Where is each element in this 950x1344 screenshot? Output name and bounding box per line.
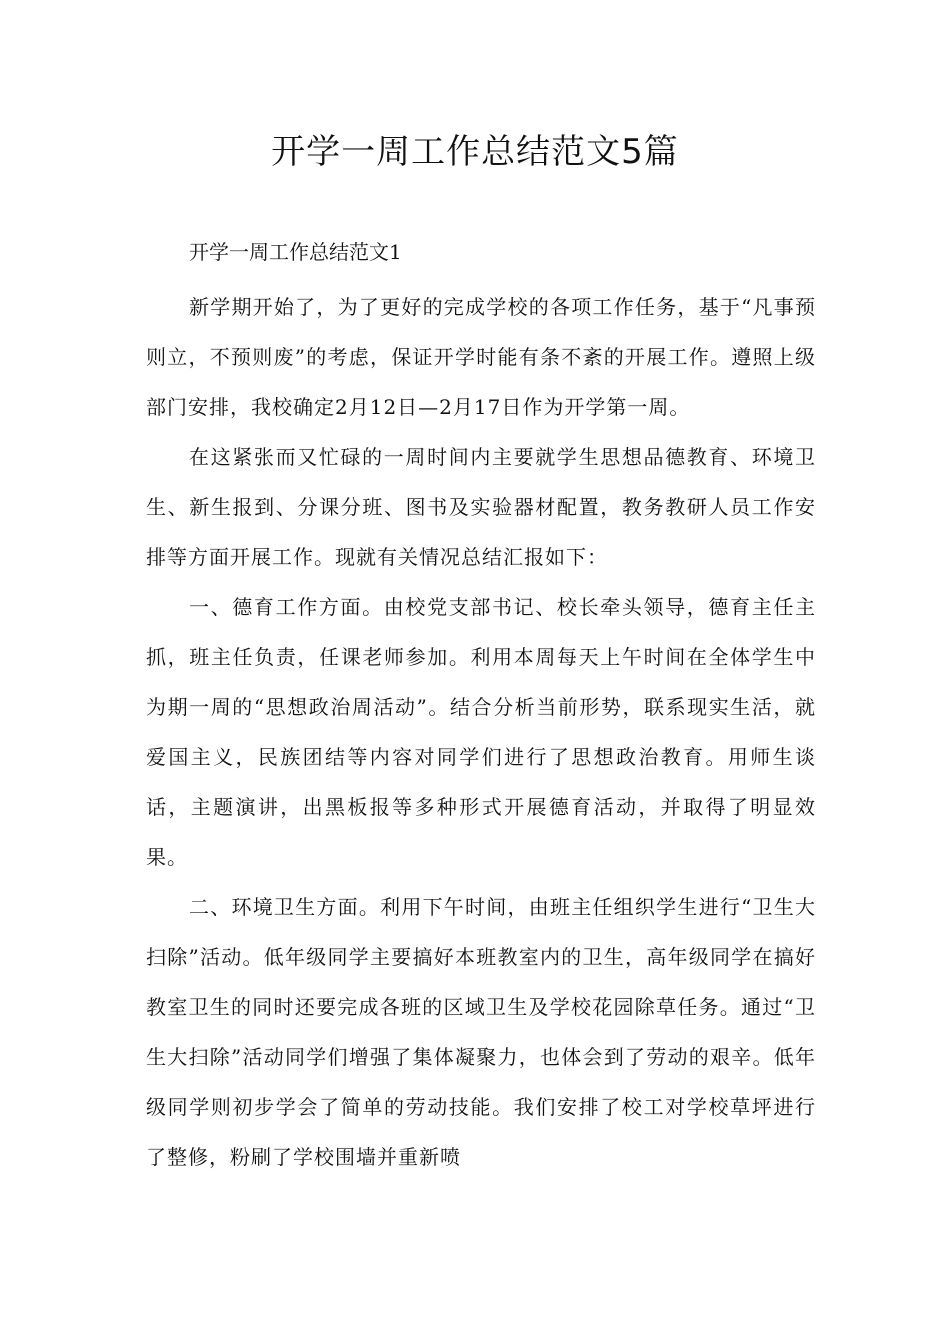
section-heading: 开学一周工作总结范文1 [189,240,402,264]
paragraph: 二、环境卫生方面。利用下午时间，由班主任组织学生进行“卫生大扫除”活动。低年级同学主要搞好本班教室内的卫生，高年级同学在搞好教室卫生的同时还要完成各班的区域卫生及学校花园除草任务。通过“卫生大扫除”活动同学们增强了集体凝聚力，也体会到了劳动的艰辛。低年级同学则初步学会了简单的劳动技能。我们安排了校工对学校草坪进行了整修，粉刷了学校围墙并重新喷 [146,895,816,1169]
paragraph: 一、德育工作方面。由校党支部书记、校长牵头领导，德育主任主抓，班主任负责，任课老师参加。利用本周每天上午时间在全体学生中为期一周的“思想政治周活动”。结合分析当前形势，联系现实生活，就爱国主义，民族团结等内容对同学们进行了思想政治教育。用师生谈话，主题演讲，出黑板报等多种形式开展德育活动，并取得了明显效果。 [146,595,816,869]
paragraph: 新学期开始了，为了更好的完成学校的各项工作任务，基于“凡事预则立，不预则废”的考虑，保证开学时能有条不紊的开展工作。遵照上级部门安排，我校确定2月12日—2月17日作为开学第一周。 [146,295,816,419]
paragraph: 在这紧张而又忙碌的一周时间内主要就学生思想品德教育、环境卫生、新生报到、分课分班、图书及实验器材配置，教务教研人员工作安排等方面开展工作。现就有关情况总结汇报如下： [146,445,816,569]
document-body [146,282,816,1182]
document-title: 开学一周工作总结范文5篇 [271,132,679,172]
